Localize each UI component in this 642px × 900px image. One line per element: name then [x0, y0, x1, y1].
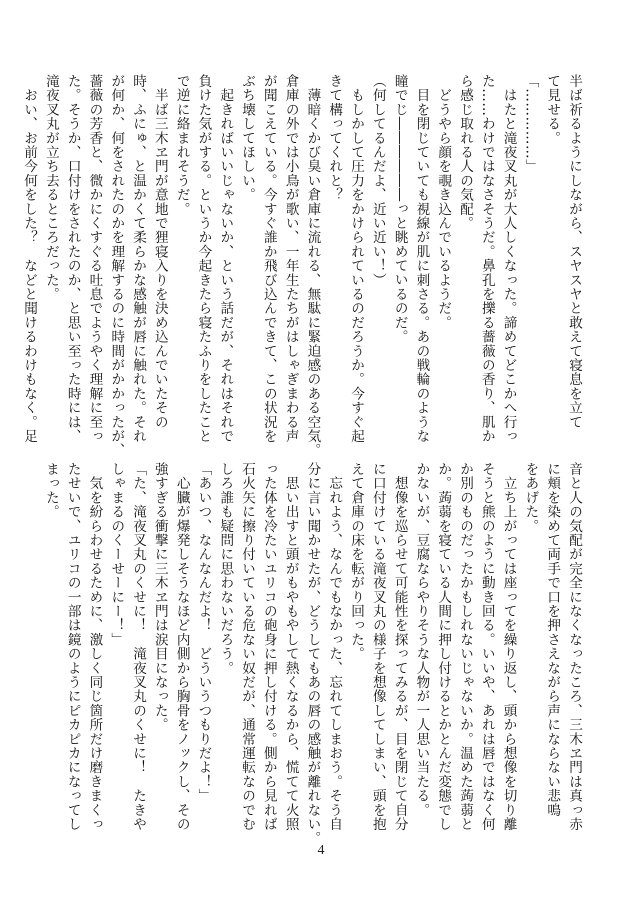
upper-text-line: 負けた気がする。というか今起きたら寝たふりをしたこと	[195, 74, 212, 444]
upper-text-line: て見せる。	[544, 74, 561, 145]
upper-text-line: が聞こえている。今すぐ誰か飛び込んできて、この状況を	[260, 74, 277, 444]
lower-text-line: 強すぎる衝撃に三木ヱ門は涙目になった。	[151, 462, 168, 732]
lower-text-line: 思い出すと頭がもやもやして熱くなるから、慌てて火照	[282, 462, 299, 832]
upper-text-line: 薔薇の芳香と、微かにくすぐる吐息でようやく理解に至っ	[86, 74, 103, 444]
lower-text-line: をあげた。	[522, 462, 539, 533]
upper-text-block	[21, 74, 584, 458]
lower-text-line: まった。	[42, 462, 59, 519]
upper-text-line: 半ば祈るようにしながら、スヤスヤと敢えて寝息を立て	[566, 74, 582, 429]
lower-text-line: そうと熊のように動き回る。いいや、あれは唇ではなく何	[478, 462, 495, 832]
upper-text-line: きて構ってくれと？	[326, 74, 343, 202]
lower-text-line: に口付けている滝夜叉丸の様子を想像してしまい、頭を抱	[369, 462, 386, 832]
upper-text-line: 時、ふにゅ、と温かくて柔らかな感触が唇に触れた。それ	[130, 74, 147, 444]
lower-text-line: に頬を染めて両手で口を押さえながら声にならない悲鳴	[544, 462, 561, 817]
lower-text-line: か。蒟蒻を寝ている人間に押し付けるとかとんだ変態でし	[435, 462, 452, 832]
lower-text-line: 「た、滝夜叉丸のくせに！ 滝夜叉丸のくせに！ たきや	[130, 462, 147, 832]
lower-text-line: えて倉庫の床を転がり回った。	[348, 462, 365, 661]
lower-text-line: かないが、豆腐ならやりそうな人物が一人思い当たる。	[413, 462, 430, 817]
upper-text-line: 瞳でじ――――――っと眺めているのだ。	[391, 74, 408, 344]
upper-text-line: 半ば三木ヱ門が意地で狸寝入りを決め込んでいたその	[151, 74, 168, 429]
upper-text-line: 倉庫の外では小鳥が歌い、一年生たちがはしゃぎまわる声	[282, 74, 299, 444]
lower-text-block	[42, 462, 584, 852]
lower-text-line: 分に言い聞かせたが、どうしてもあの唇の感触が離れない。	[304, 462, 321, 846]
upper-text-line: 薄暗くかび臭い倉庫に流れる、無駄に緊迫感のある空気。	[304, 74, 321, 458]
lower-text-line: 「あいつ、なんなんだよ！ どういうつもりだよ！」	[195, 462, 212, 803]
lower-text-line: か別のものだったかもしれないじゃないか。温めた蒟蒻と	[457, 462, 474, 832]
lower-text-line: った体を冷たいユリコの砲身に押し付ける。側から見れば	[260, 462, 277, 832]
upper-text-line: 「……………」	[522, 74, 539, 174]
upper-text-line: た……わけではなさそうだ。鼻孔を擽る薔薇の香り、肌か	[478, 74, 495, 444]
upper-text-line: ぶち壊してほしい。	[239, 74, 256, 202]
upper-text-line: おい、お前今何をした？ などと聞けるわけもなく。足	[21, 74, 38, 444]
lower-text-line: 立ち上がっては座ってを繰り返し、頭から想像を切り離	[500, 462, 517, 832]
lower-text-line: たせいで、ユリコの一部は鏡のようにピカピカになってし	[64, 462, 81, 832]
upper-text-line: 起きればいいじゃないか、という話だが、それはそれで	[217, 74, 234, 444]
upper-text-line: （何してるんだよ、近い近い！）	[369, 74, 386, 287]
lower-text-line: しろ誰も疑問に思わないだろう。	[217, 462, 234, 675]
lower-text-line: 忘れよう、なんでもなかった、忘れてしまおう。そう自	[326, 462, 343, 832]
lower-text-line: 石火矢に擦り付いている危ない奴だが、通常運転なのでむ	[239, 462, 256, 832]
upper-text-line: で逆に絡まれそうだ。	[173, 74, 190, 216]
upper-text-line: もしかして圧力をかけられているのだろうか。今すぐ起	[348, 74, 365, 444]
page-number: 4	[317, 843, 325, 858]
upper-text-line: が何か、何をされたのかを理解するのに時間がかかったが、	[108, 74, 125, 458]
upper-text-line: た。そうか、口付けをされたのか、と思い至った時には、	[64, 74, 81, 444]
lower-text-line: 想像を巡らせて可能性を探ってみるが、目を閉じて自分	[391, 462, 408, 832]
lower-text-line: 音と人の気配が完全になくなったころ、三木ヱ門は真っ赤	[566, 462, 582, 832]
upper-text-line: どうやら顔を覗き込んでいるようだ。	[435, 74, 452, 330]
upper-text-line: ら感じ取れる人の気配。	[457, 74, 474, 231]
upper-text-line: 滝夜叉丸が立ち去るところだった。	[42, 74, 59, 302]
lower-text-line: 心臓が爆発しそうなほど内側から胸骨をノックし、その	[173, 462, 190, 832]
upper-text-line: 目を閉じていても視線が肌に刺さる。あの戦輪のような	[413, 74, 430, 444]
lower-text-line: しゃまるのくーせーにー！」	[108, 462, 125, 647]
lower-text-line: 気を紛らわせるために、激しく同じ箇所だけ磨きまくっ	[86, 462, 103, 832]
upper-text-line: はたと滝夜叉丸が大人しくなった。諦めてどこかへ行っ	[500, 74, 517, 444]
